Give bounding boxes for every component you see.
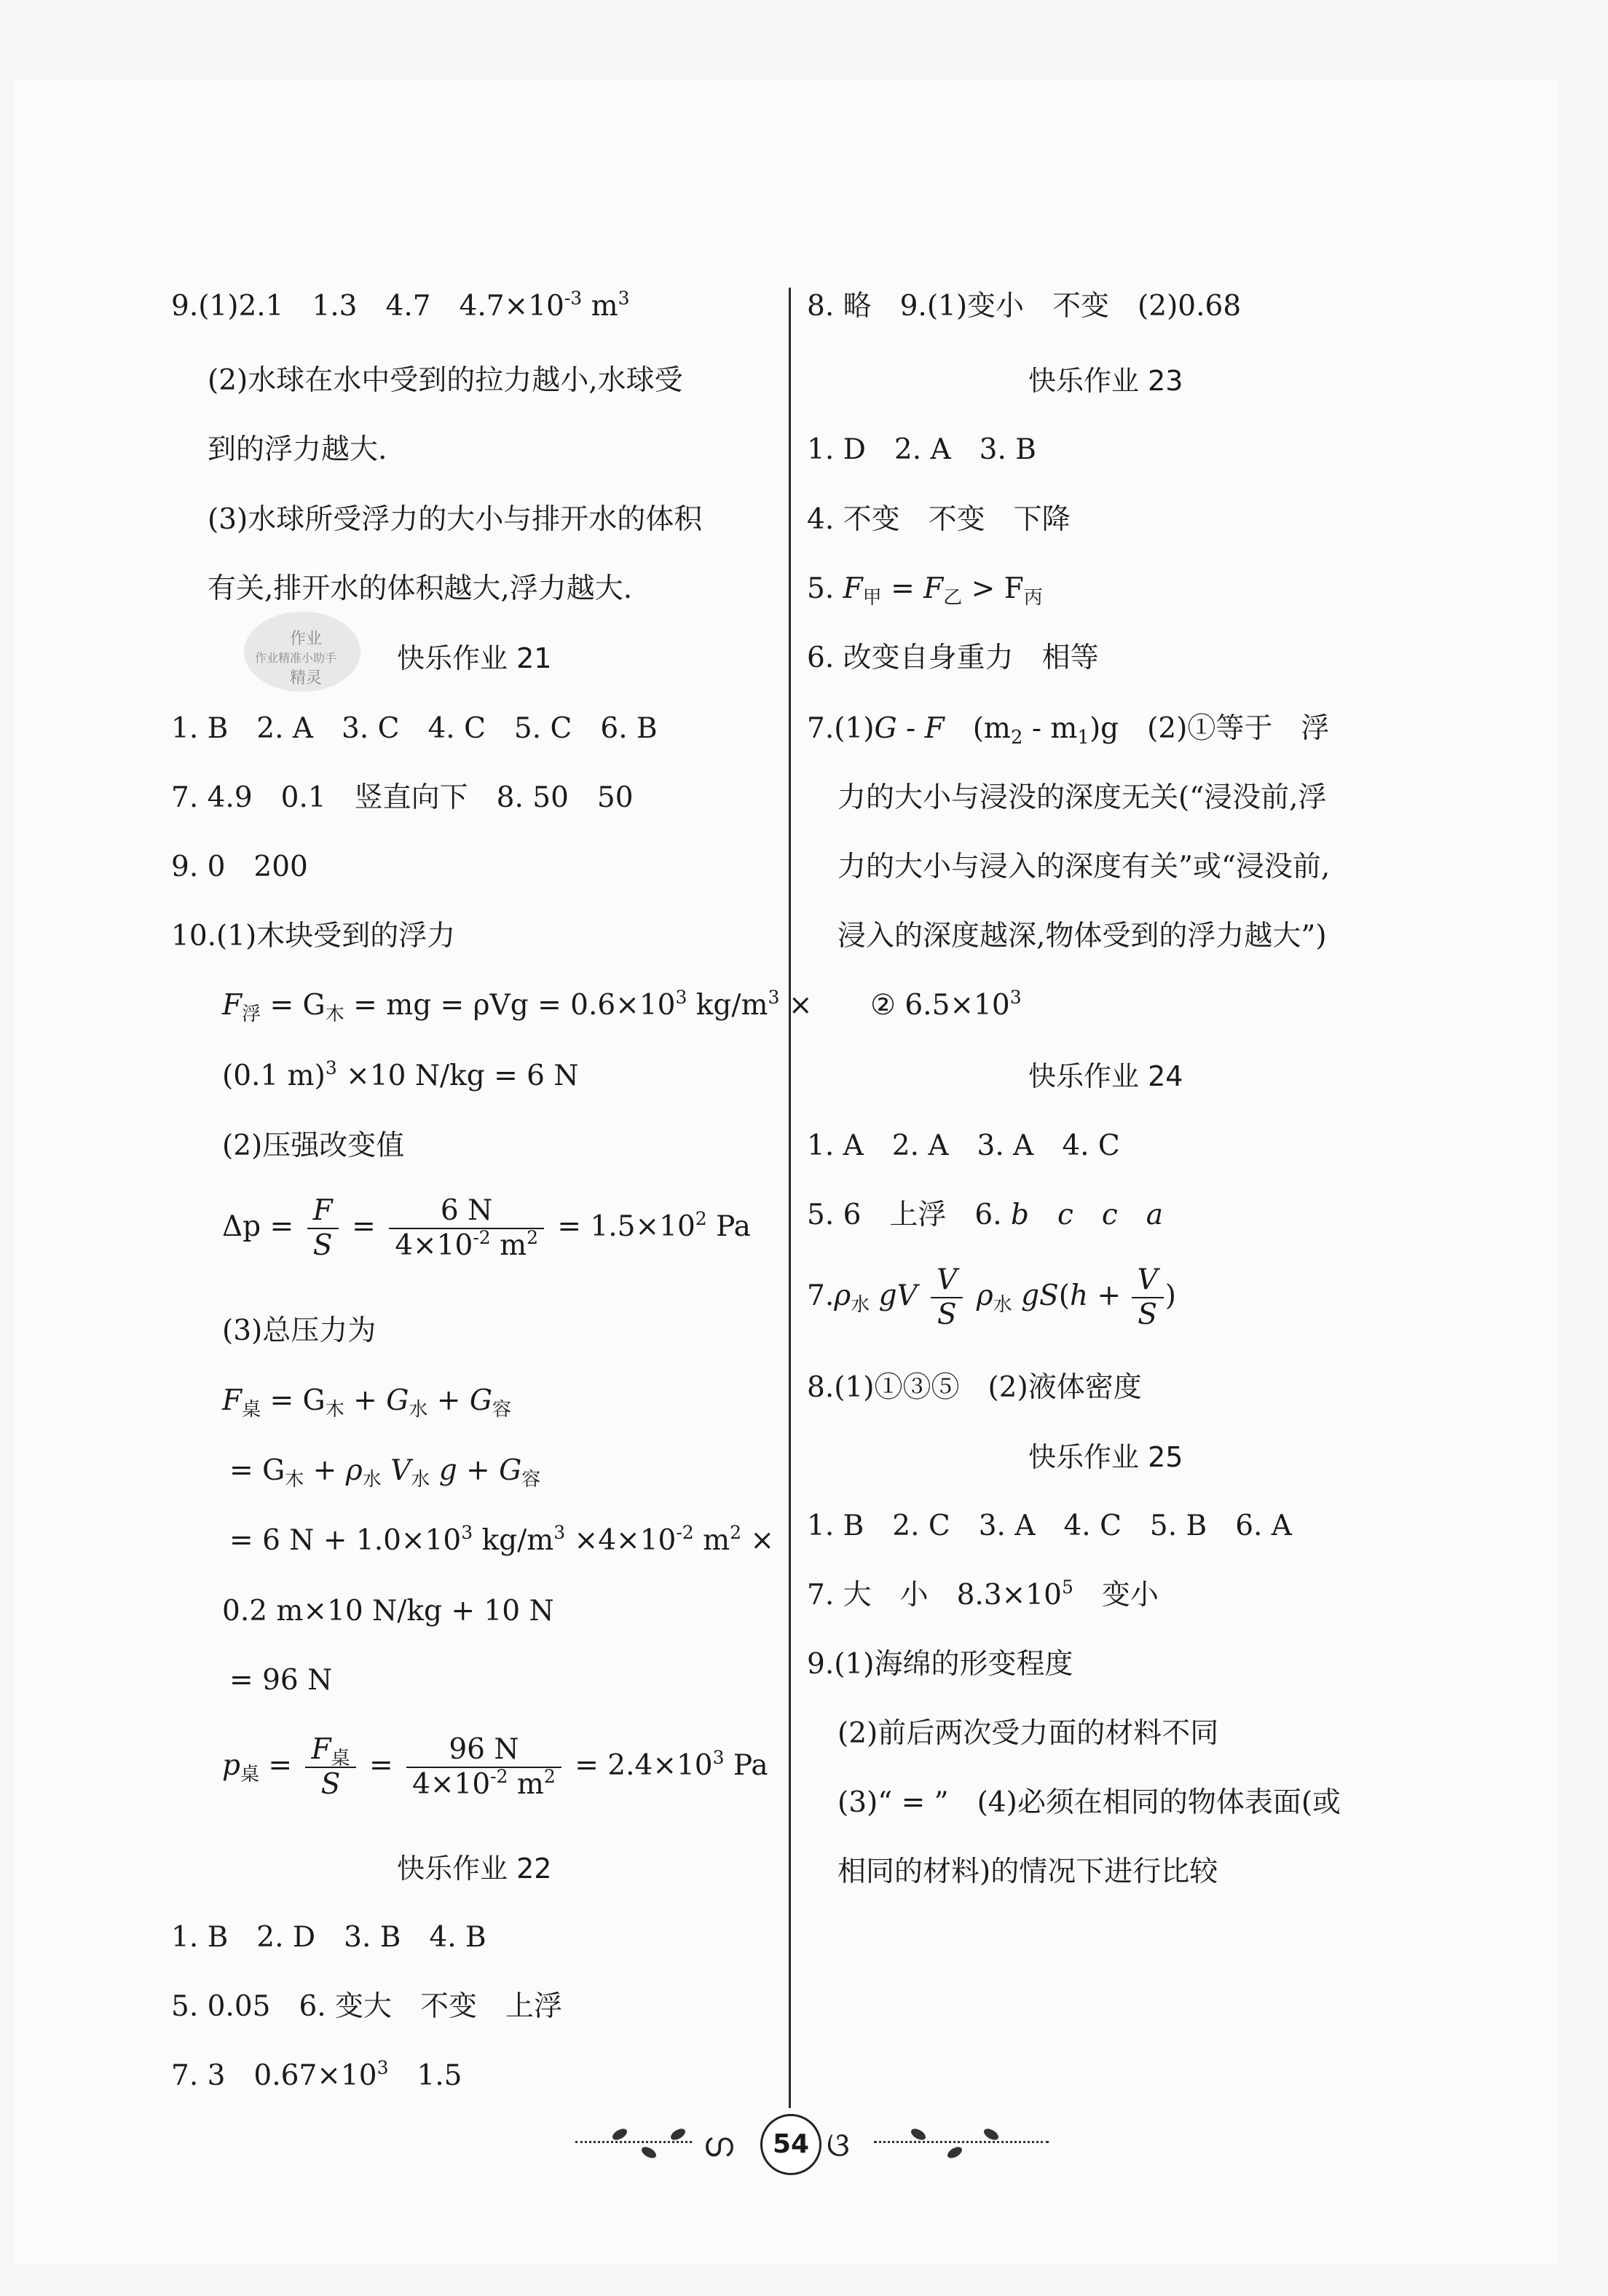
answer-right-8: 8. 略 9.(1)变小 不变 (2)0.68 [807,290,1242,323]
answer-25-1: 1. B 2. C 3. A 4. C 5. B 6. A [807,1510,1292,1542]
formula-table-pressure: $p_桌$ = $\frac{F_桌}{S}$ = $\frac{96 N}{4\times 10^{-2} m^2}$ = $2.4\times 10^3$ Pa [222,1733,768,1801]
answer-9-3b: 有关,排开水的体积越大,浮力越大. [208,572,633,605]
formula-buoyancy-cont: (0.1 m)$^3$ ×10 N/kg = 6 N [222,1057,579,1092]
answer-22-1: 1. B 2. D 3. B 4. B [171,1921,486,1954]
scroll-ornament-left-icon: ഗ [703,2125,733,2164]
answer-9-2b: 到的浮力越大. [208,433,387,466]
answer-23-7b: 力的大小与浸没的深度无关(“浸没前,浮 [838,781,1327,814]
answer-22-5: 5. 0.05 6. 变大 不变 上浮 [171,1990,563,2023]
answer-23-4: 4. 不变 不变 下降 [807,503,1071,536]
answer-23-1: 1. D 2. A 3. B [807,433,1036,466]
answer-9-2a: (2)水球在水中受到的拉力越小,水球受 [208,364,683,397]
section-heading-23: 快乐作业 23 [1028,365,1183,397]
answer-25-9-3: (3)“ = ” (4)必须在相同的物体表面(或 [838,1786,1341,1819]
answer-23-5: 5. $F_甲 = F_乙 > F_丙$ [807,572,1043,609]
answer-24-8: 8.(1)①③⑤ (2)液体密度 [807,1371,1142,1404]
answer-25-9-4: 相同的材料)的情况下进行比较 [838,1855,1218,1888]
formula-total-force-5: = 96 N [229,1664,333,1697]
footer-vine-right [874,2141,1049,2145]
formula-total-force-3: = 6 $N + 1.0\times 10^3$ $kg/m^3 \times 4\times 10^{-2}$ $m^2$ × [229,1522,775,1557]
answer-9-3a: (3)水球所受浮力的大小与排开水的体积 [208,503,703,536]
answer-23-7a: 7.(1)G - F $(m_2 - m_1)g$ (2)①等于 浮 [807,712,1330,749]
answer-21-10: 10.(1)木块受到的浮力 [171,920,456,952]
scroll-ornament-right-icon: ଓ [827,2125,850,2164]
answer-23-7d: 浸入的深度越深,物体受到的浮力越大”) [838,920,1327,952]
answer-24-5: 5. 6 上浮 6. b c c a [807,1199,1163,1231]
section-heading-25: 快乐作业 25 [1028,1441,1183,1473]
formula-total-force-2: = $G_木 + \rho_水$ $V_水$ $g + G_容$ [229,1454,541,1491]
answer-21-10-2: (2)压强改变值 [222,1129,405,1162]
section-heading-24: 快乐作业 24 [1028,1060,1183,1092]
formula-total-force-4: 0.2 m×10 N/kg + 10 N [222,1595,554,1628]
answer-25-7: 7. 大 小 $8.3\times 10^5$ 变小 [807,1577,1159,1611]
answer-21-7: 7. 4.9 0.1 竖直向下 8. 50 50 [171,781,634,814]
formula-pressure-change: Δp = $\frac{F}{S}$ = $\frac{6 N}{4\times 10^{-2} m^2}$ = $1.5\times 10^2$ Pa [222,1194,751,1262]
answer-24-7: $7.\rho_水$ gV $\frac{V}{S}$ $\rho_水$ gS(h + $\frac{V}{S}$ ) [807,1263,1176,1331]
formula-buoyancy: $F_浮 = G_木$ = mg = $\rho Vg = 0.6\times 10^3$ $kg/m^3$ × [222,987,813,1025]
answer-22-7: 7. 3 $0.67\times 10^3$ 1.5 [171,2057,462,2092]
section-heading-22: 快乐作业 22 [397,1853,552,1885]
answer-9-1: 9.(1)2.1 1.3 4.7 $4.7\times 10^{-3}$ $m^3$ [171,288,630,323]
answer-25-9-2: (2)前后两次受力面的材料不同 [838,1717,1219,1750]
formula-total-force-1: $F_桌 = G_木 + G_水 + G_容$ [222,1384,512,1421]
answer-21-10-3: (3)总压力为 [222,1314,377,1347]
answer-21-9: 9. 0 200 [171,851,308,883]
section-heading-21: 快乐作业 21 [397,642,552,674]
answer-23-6: 6. 改变自身重力 相等 [807,642,1099,674]
column-divider [789,288,791,2108]
answer-23-7e: ② $6.5\times 10^3$ [870,987,1022,1022]
watermark-text: 作业 作业精准小助手 精灵 [255,630,337,687]
footer-vine-left [575,2141,692,2145]
answer-24-1: 1. A 2. A 3. A 4. C [807,1129,1120,1162]
answer-23-7c: 力的大小与浸入的深度有关”或“浸没前, [838,851,1331,883]
answer-25-9: 9.(1)海绵的形变程度 [807,1648,1073,1681]
answer-21-1: 1. B 2. A 3. C 4. C 5. C 6. B [171,712,658,745]
page-number: 54 [760,2114,821,2175]
